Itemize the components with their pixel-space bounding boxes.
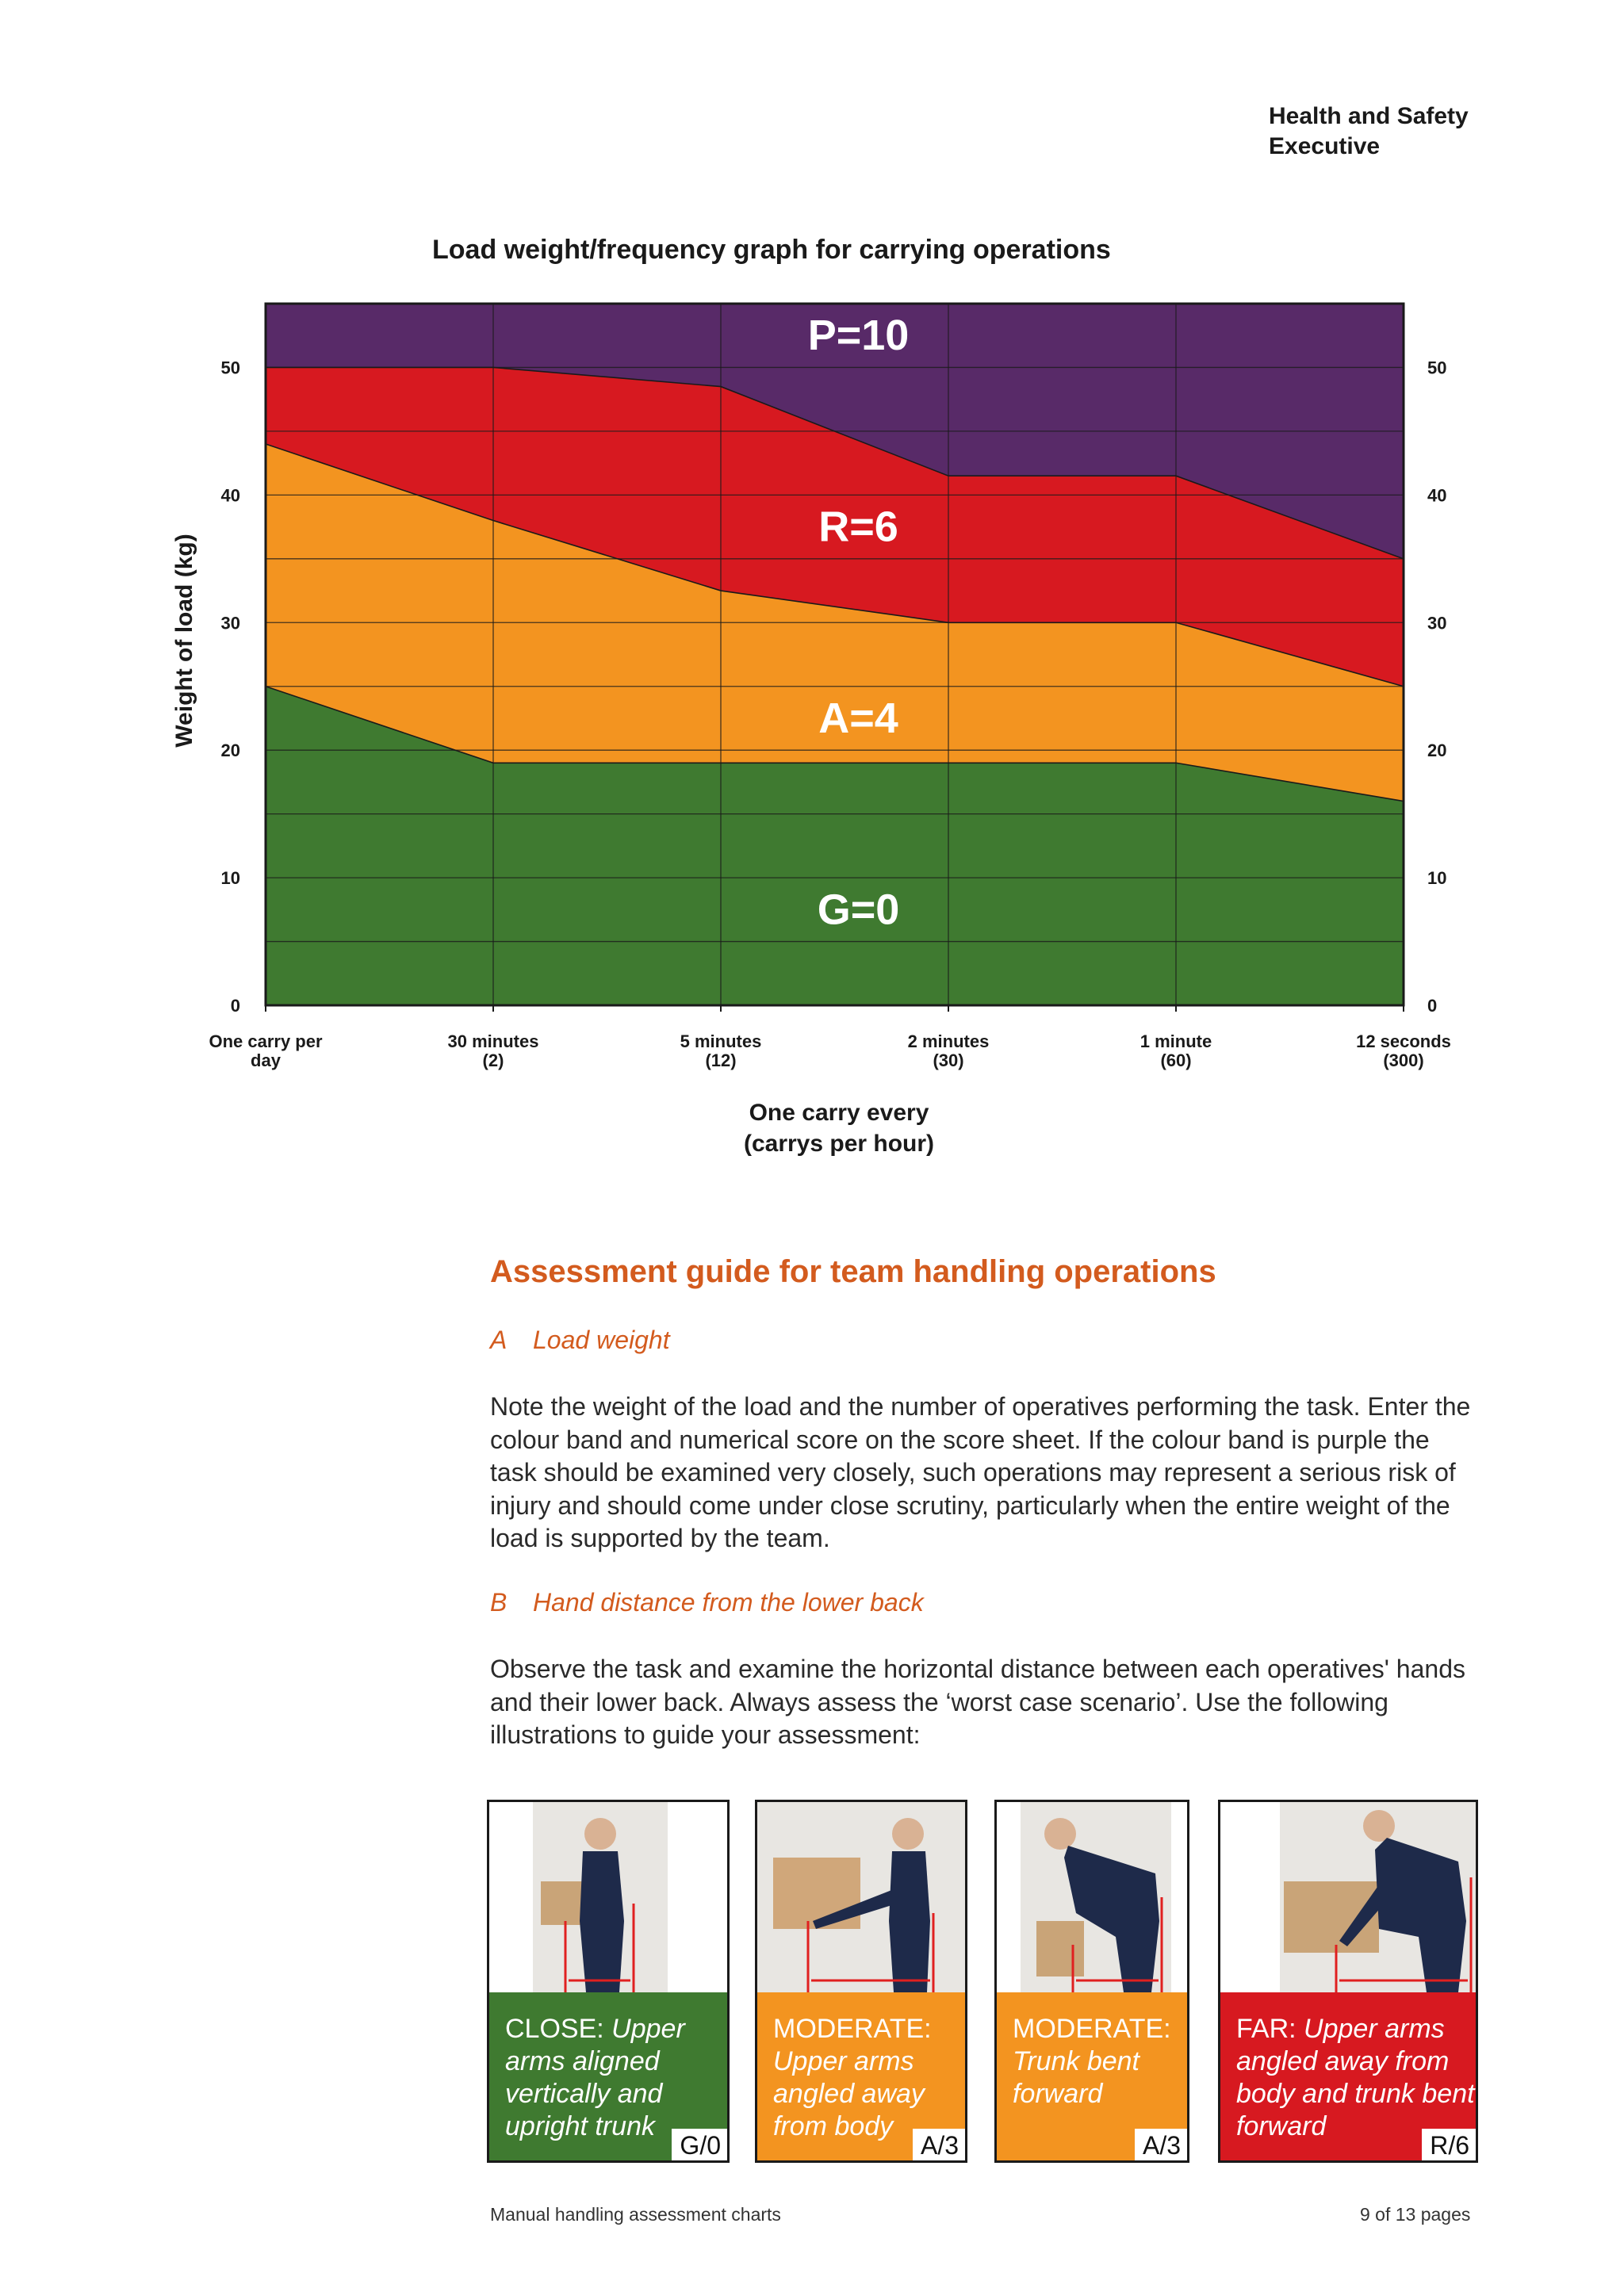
footer-page-number: 9 of 13 pages	[1360, 2204, 1471, 2225]
section-title: Assessment guide for team handling operations	[490, 1254, 1216, 1289]
close-card-title: CLOSE:	[505, 2014, 604, 2044]
x-axis-label-line-1: One carry every	[749, 1100, 929, 1126]
x-tick-label-line-1: 5 minutes	[680, 1031, 762, 1051]
org-line-1: Health and Safety	[1269, 103, 1469, 129]
band-label-r-6: R=6	[818, 503, 898, 551]
far-posture-illustration	[1220, 1802, 1476, 1992]
organisation-name	[1269, 101, 1469, 162]
subsection-a-heading	[490, 1326, 670, 1355]
y-tick-label-right: 0	[1427, 996, 1438, 1016]
x-tick-label-line-1: 1 minute	[1139, 1031, 1212, 1051]
x-tick-label	[861, 1032, 1036, 1070]
moderate-trunk-posture-illustration	[997, 1802, 1187, 1992]
x-tick-label-line-1: 30 minutes	[447, 1031, 539, 1051]
moderate-trunk-card-score: A/3	[1135, 2129, 1187, 2160]
x-axis-label-line-2: (carrys per hour)	[743, 1131, 935, 1157]
y-tick-label-right: 50	[1427, 358, 1447, 378]
x-tick-label-line-1: 2 minutes	[907, 1031, 990, 1051]
x-tick-label-line-2: (12)	[705, 1050, 737, 1070]
subsection-a-letter: A	[490, 1326, 508, 1354]
x-tick-label-line-2: (60)	[1160, 1050, 1192, 1070]
chart-title: Load weight/frequency graph for carrying operations	[432, 235, 1111, 265]
subsection-b-text: Observe the task and examine the horizontal distance between each operatives' hands and their lower back. Always assess the ‘worst case scenario’. Use the following illustrations to guide your assessment:	[490, 1655, 1465, 1749]
band-label-p-10: P=10	[807, 312, 910, 360]
y-tick-label-left: 10	[220, 868, 240, 889]
y-tick-label-right: 20	[1427, 740, 1447, 761]
y-axis-label: Weight of load (kg)	[171, 534, 197, 748]
y-tick-label-right: 40	[1427, 485, 1447, 506]
load-frequency-chart	[159, 285, 1507, 1062]
x-axis-label	[680, 1097, 998, 1159]
far-card-text: Upper arms angled away from body and trunk bent forward	[1236, 2014, 1475, 2141]
x-tick-label-line-1: One carry per	[209, 1031, 323, 1051]
x-tick-label	[406, 1032, 580, 1070]
posture-card-close	[487, 1800, 730, 2163]
org-line-2: Executive	[1269, 133, 1381, 159]
y-tick-label-right: 30	[1427, 613, 1447, 633]
subsection-a-text: Note the weight of the load and the number of operatives performing the task. Enter the colour band and numerical score on the score sheet. If the colour band is purple the task should be examined very closely, such operations may represent a serious risk of injury and should come under close scrutiny, particularly when the entire weight of the load is supported by the team.	[490, 1392, 1471, 1552]
moderate-arms-card-title: MODERATE:	[773, 2014, 932, 2044]
footer-document-title: Manual handling assessment charts	[490, 2204, 781, 2225]
y-tick-label-left: 20	[220, 740, 240, 761]
x-tick-label-line-2: day	[251, 1050, 281, 1070]
subsection-b-heading	[490, 1588, 924, 1617]
x-tick-label	[178, 1032, 353, 1070]
posture-card-moderate-trunk	[994, 1800, 1189, 2163]
subsection-b-letter: B	[490, 1588, 508, 1617]
moderate-arms-posture-illustration	[757, 1802, 965, 1992]
band-label-g-0: G=0	[817, 886, 900, 934]
x-tick-label-line-2: (2)	[482, 1050, 504, 1070]
moderate-trunk-card-title: MODERATE:	[1013, 2014, 1171, 2044]
x-tick-label-line-2: (300)	[1383, 1050, 1424, 1070]
band-label-a-4: A=4	[818, 694, 898, 742]
close-card-text: Upper arms aligned vertically and upright trunk	[505, 2014, 685, 2141]
moderate-arms-card-text: Upper arms angled away from body	[773, 2046, 925, 2141]
moderate-trunk-card-text: Trunk bent forward	[1013, 2046, 1140, 2109]
y-tick-label-left: 50	[220, 358, 240, 378]
subsection-b-title: Hand distance from the lower back	[533, 1588, 924, 1617]
far-card-title: FAR:	[1236, 2014, 1297, 2044]
subsection-a-title: Load weight	[533, 1326, 670, 1354]
y-tick-label-left: 40	[220, 485, 240, 506]
moderate-arms-card-score: A/3	[913, 2129, 965, 2160]
y-tick-label-right: 10	[1427, 868, 1447, 889]
x-tick-label-line-2: (30)	[933, 1050, 964, 1070]
y-tick-label-left: 0	[230, 996, 240, 1016]
x-tick-label-line-1: 12 seconds	[1356, 1031, 1451, 1051]
x-tick-label	[1089, 1032, 1263, 1070]
x-tick-label	[1316, 1032, 1491, 1070]
posture-card-far	[1218, 1800, 1478, 2163]
y-tick-label-left: 30	[220, 613, 240, 633]
close-posture-illustration	[489, 1802, 727, 1992]
x-tick-label	[634, 1032, 808, 1070]
posture-card-moderate-arms	[755, 1800, 967, 2163]
far-card-score: R/6	[1422, 2129, 1476, 2160]
close-card-score: G/0	[672, 2129, 727, 2160]
